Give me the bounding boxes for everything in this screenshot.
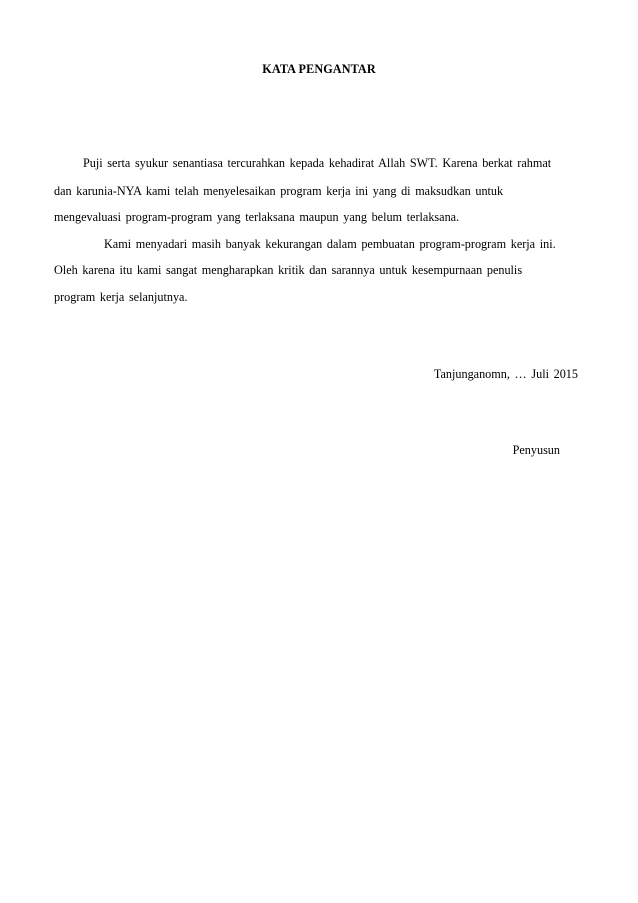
place-and-date: Tanjunganomn, … Juli 2015 (433, 367, 578, 381)
page-title: KATA PENGANTAR (262, 62, 376, 76)
paragraph-line: Kami menyadari masih banyak kekurangan dalam pembuatan program-program kerja ini. (104, 237, 556, 251)
paragraph-line: Oleh karena itu kami sangat mengharapkan kritik dan sarannya untuk kesempurnaan penulis (54, 263, 523, 277)
paragraph-line: program kerja selanjutnya. (54, 290, 188, 304)
paragraph-line: Puji serta syukur senantiasa tercurahkan kepada kehadirat Allah SWT. Karena berkat rahmat (83, 156, 552, 170)
paragraph-line: dan karunia-NYA kami telah menyelesaikan program kerja ini yang di maksudkan untuk (54, 184, 504, 198)
paragraph-line: mengevaluasi program-program yang terlaksana maupun yang belum terlaksana. (54, 210, 460, 224)
signer-label: Penyusun (512, 443, 560, 457)
